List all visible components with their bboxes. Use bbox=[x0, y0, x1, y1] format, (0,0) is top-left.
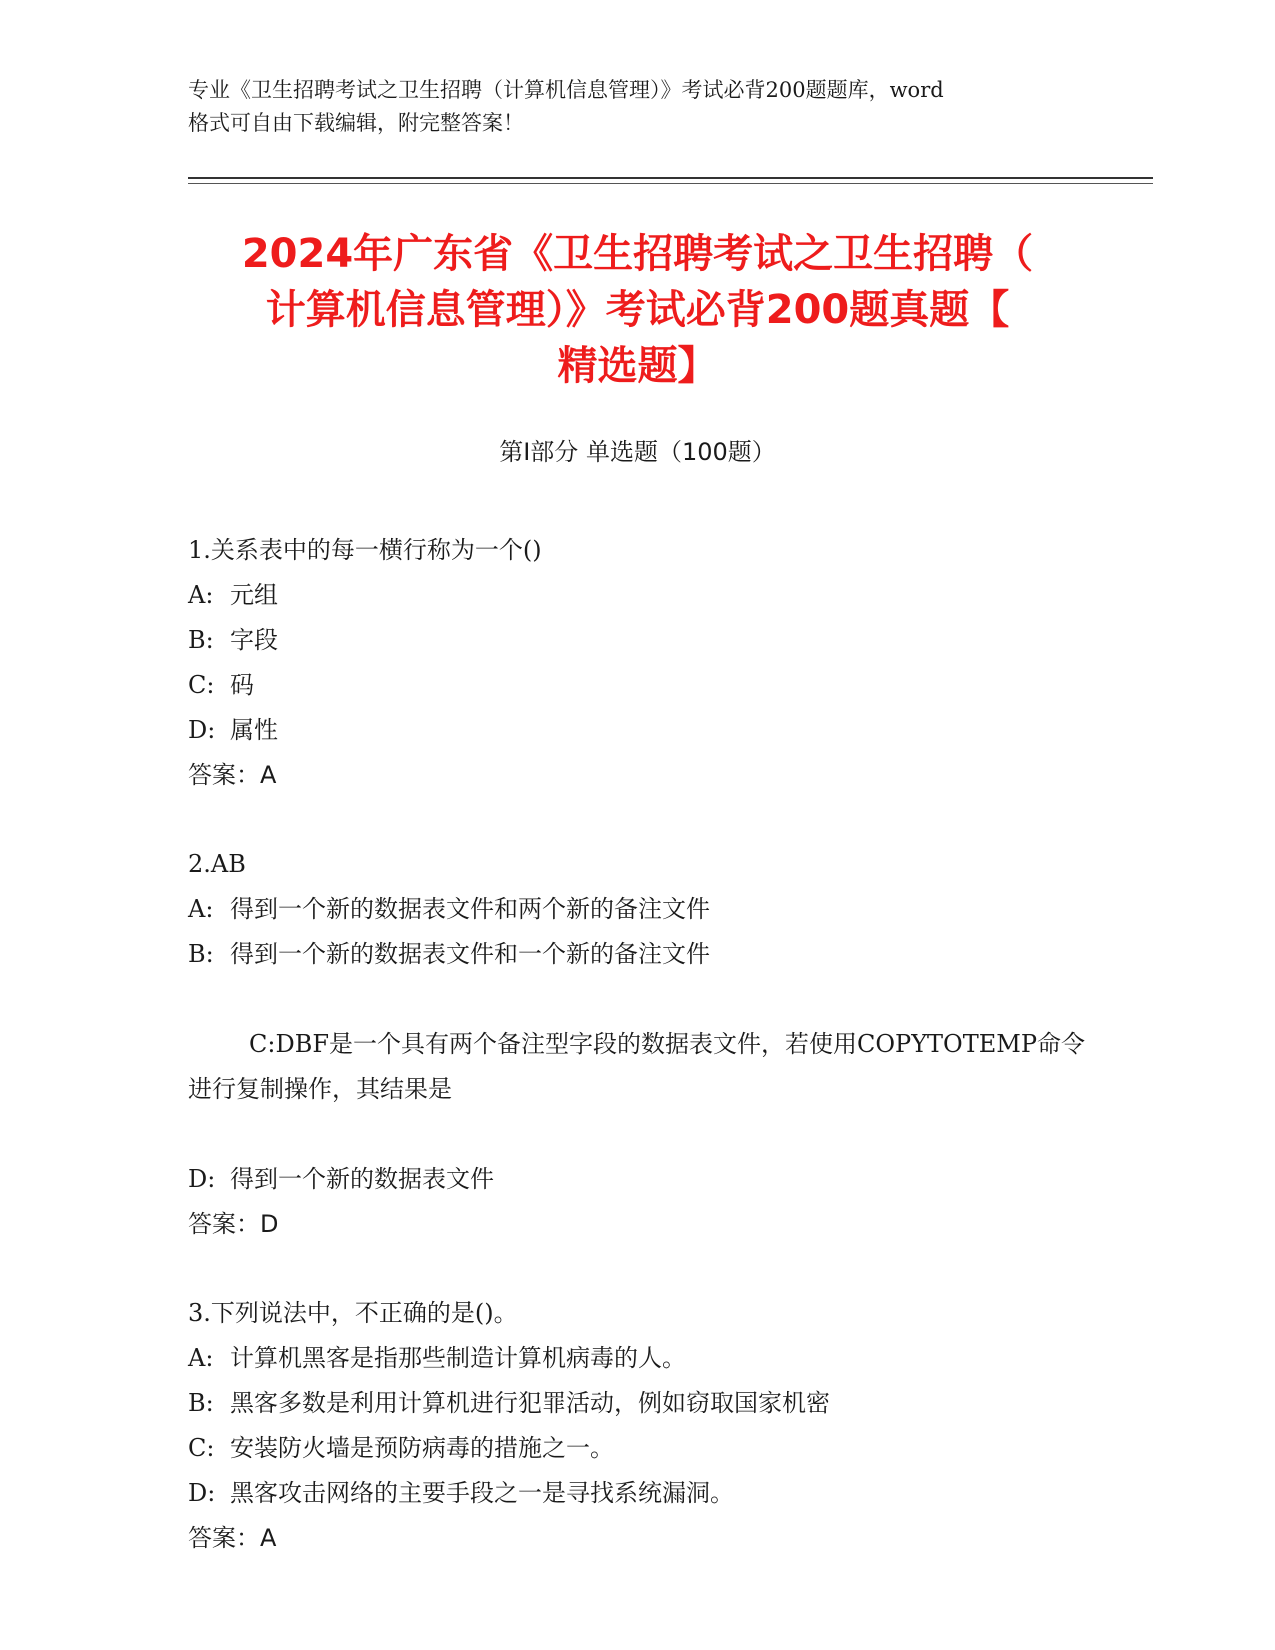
option-key: B: bbox=[188, 1389, 214, 1417]
option-text: 安装防火墙是预防病毒的措施之一。 bbox=[230, 1434, 614, 1462]
option-text: 计算机黑客是指那些制造计算机病毒的人。 bbox=[230, 1344, 686, 1372]
option-key: C: bbox=[188, 1434, 215, 1462]
option-c bbox=[188, 663, 1088, 708]
option-key: B: bbox=[188, 626, 214, 654]
question-2 bbox=[188, 842, 1088, 1247]
option-key: D: bbox=[188, 1479, 216, 1507]
option-key: A: bbox=[188, 1344, 214, 1372]
question-stem: 3.下列说法中，不正确的是()。 bbox=[188, 1299, 518, 1327]
document-title bbox=[150, 226, 1125, 394]
question-list bbox=[188, 528, 1088, 1605]
option-text: 元组 bbox=[230, 581, 278, 609]
option-key: C: bbox=[249, 1030, 276, 1058]
header-divider-thin bbox=[188, 183, 1153, 184]
document-title-line1: 2024年广东省《卫生招聘考试之卫生招聘（ bbox=[241, 231, 1034, 277]
option-text: 得到一个新的数据表文件和两个新的备注文件 bbox=[230, 895, 710, 923]
header-note bbox=[188, 74, 1088, 140]
option-d bbox=[188, 1471, 1088, 1516]
answer: 答案：A bbox=[188, 761, 277, 789]
option-text: 黑客多数是利用计算机进行犯罪活动，例如窃取国家机密 bbox=[230, 1389, 830, 1417]
option-text: DBF是一个具有两个备注型字段的数据表文件，若使用COPYTOTEMP命令进行复制操作，其结果是 bbox=[188, 1030, 1085, 1103]
option-text: 码 bbox=[230, 671, 254, 699]
option-a bbox=[188, 1336, 1088, 1381]
option-a bbox=[188, 573, 1088, 618]
option-a bbox=[188, 887, 1088, 932]
option-text: 黑客攻击网络的主要手段之一是寻找系统漏洞。 bbox=[230, 1479, 734, 1507]
option-d bbox=[188, 708, 1088, 753]
option-key: D: bbox=[188, 716, 216, 744]
option-text: 字段 bbox=[230, 626, 278, 654]
option-text: 属性 bbox=[230, 716, 278, 744]
option-d bbox=[188, 1157, 1088, 1202]
option-c bbox=[188, 977, 1088, 1157]
header-divider-thick bbox=[188, 177, 1153, 179]
answer: 答案：D bbox=[188, 1210, 279, 1238]
option-c bbox=[188, 1426, 1088, 1471]
option-b bbox=[188, 932, 1088, 977]
option-key: B: bbox=[188, 940, 214, 968]
header-note-line1: 专业《卫生招聘考试之卫生招聘（计算机信息管理）》考试必背200题题库，word bbox=[188, 78, 944, 102]
question-stem: 1.关系表中的每一横行称为一个() bbox=[188, 536, 542, 564]
option-b bbox=[188, 1381, 1088, 1426]
question-3 bbox=[188, 1291, 1088, 1561]
option-key: A: bbox=[188, 581, 214, 609]
question-1 bbox=[188, 528, 1088, 798]
option-key: A: bbox=[188, 895, 214, 923]
option-text: 得到一个新的数据表文件 bbox=[230, 1165, 494, 1193]
option-text: 得到一个新的数据表文件和一个新的备注文件 bbox=[230, 940, 710, 968]
document-title-line2: 计算机信息管理）》考试必背200题真题【 bbox=[265, 287, 1010, 333]
section-title: 第Ⅰ部分 单选题（100题） bbox=[499, 438, 776, 466]
document-title-line3: 精选题】 bbox=[557, 343, 718, 389]
option-key: C: bbox=[188, 671, 215, 699]
option-b bbox=[188, 618, 1088, 663]
option-key: D: bbox=[188, 1165, 216, 1193]
header-note-line2: 格式可自由下载编辑，附完整答案！ bbox=[188, 111, 524, 135]
question-stem: 2.AB bbox=[188, 850, 246, 878]
answer: 答案：A bbox=[188, 1524, 277, 1552]
